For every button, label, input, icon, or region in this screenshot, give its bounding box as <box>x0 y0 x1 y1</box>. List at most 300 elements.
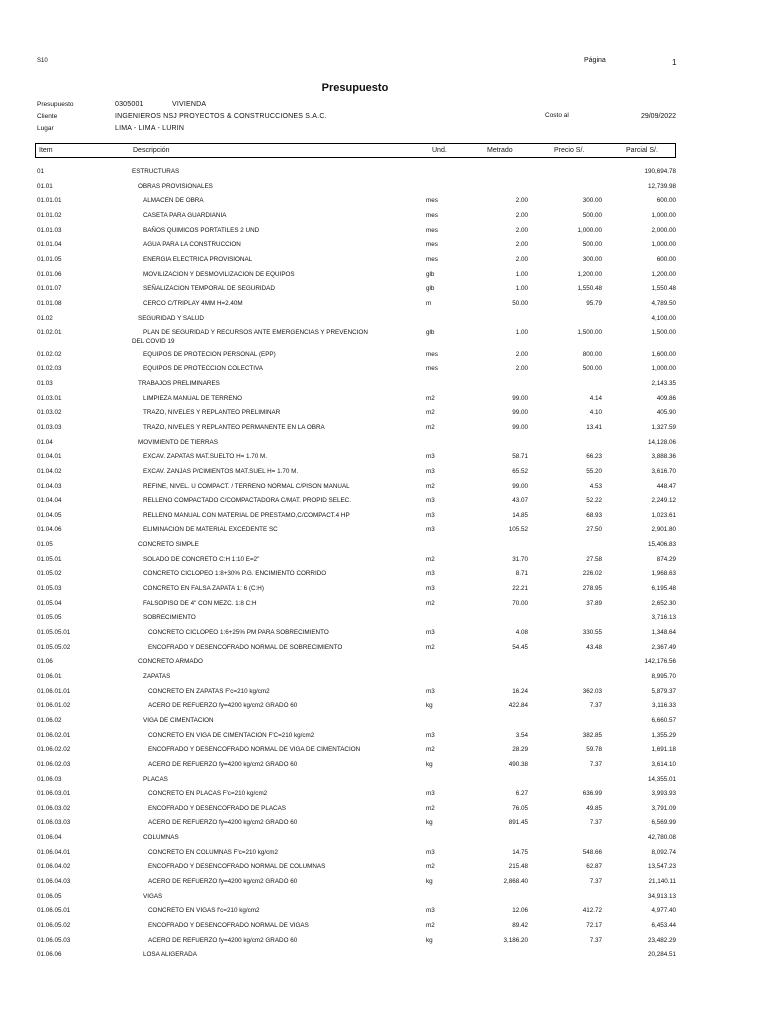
row-precio: 27.50 <box>586 526 602 534</box>
row-metrado: 43.07 <box>512 497 528 505</box>
row-item: 01.06.03.01 <box>37 790 71 798</box>
col-item: Item <box>39 147 53 154</box>
presupuesto-code: 0305001 <box>115 101 144 108</box>
row-item: 01.06.05.03 <box>37 936 71 944</box>
row-item: 01.02.01 <box>37 329 62 337</box>
row-metrado: 422.84 <box>508 702 528 710</box>
row-parcial: 1,600.00 <box>651 350 676 358</box>
row-description: TRAZO, NIVELES Y REPLANTEO PRELIMINAR <box>143 409 281 417</box>
row-metrado: 14.75 <box>512 848 528 856</box>
row-metrado: 1.00 <box>515 329 528 337</box>
row-parcial: 2,143.35 <box>651 379 676 387</box>
row-precio: 330.55 <box>582 629 602 636</box>
row-unit: kg <box>426 819 433 827</box>
row-description: ACERO DE REFUERZO fy=4200 kg/cm2 GRADO 60 <box>148 819 298 827</box>
row-description: ACERO DE REFUERZO fy=4200 kg/cm2 GRADO 60 <box>148 878 298 886</box>
row-precio: 7.37 <box>589 936 602 944</box>
row-precio: 800.00 <box>582 350 602 358</box>
row-parcial: 600.00 <box>656 255 676 263</box>
row-item: 01.04.06 <box>37 526 62 534</box>
row-parcial: 142,176.56 <box>644 658 676 666</box>
row-item: 01.06.02 <box>37 716 62 724</box>
row-item: 01.01.05 <box>37 255 62 263</box>
row-description: TRABAJOS PRELIMINARES <box>138 379 220 387</box>
row-metrado: 891.45 <box>508 819 528 827</box>
row-parcial: 874.29 <box>656 555 676 563</box>
col-metrado: Metrado <box>487 147 513 154</box>
row-item: 01.05.05 <box>37 614 62 622</box>
row-item: 01.06 <box>37 658 53 666</box>
row-parcial: 3,791.09 <box>651 804 676 812</box>
row-description: ZAPATAS <box>143 672 171 680</box>
row-metrado: 50.00 <box>512 299 528 307</box>
row-parcial: 14,355.01 <box>647 775 676 783</box>
cliente-label: Cliente <box>37 113 58 120</box>
row-item: 01.04.01 <box>37 453 62 461</box>
row-description: ACERO DE REFUERZO fy=4200 kg/cm2 GRADO 60 <box>148 702 298 710</box>
row-parcial: 1,500.00 <box>651 329 676 337</box>
column-header <box>35 143 676 158</box>
col-precio: Precio S/. <box>554 147 585 154</box>
row-description-cont: DEL COVID 19 <box>132 338 175 346</box>
row-unit: m2 <box>426 746 435 754</box>
row-parcial: 20,284.51 <box>647 951 676 959</box>
row-metrado: 99.00 <box>512 394 528 402</box>
row-item: 01.06.03 <box>37 775 62 783</box>
row-parcial: 14,128.06 <box>647 438 676 446</box>
row-item: 01.06.02.03 <box>37 760 71 768</box>
row-item: 01.02 <box>37 314 53 322</box>
row-parcial: 3,116.33 <box>651 702 676 710</box>
row-parcial: 3,614.10 <box>651 760 676 768</box>
row-item: 01.01.04 <box>37 241 62 249</box>
row-parcial: 1,200.00 <box>651 270 676 278</box>
row-parcial: 5,879.37 <box>651 687 676 695</box>
row-precio: 412.72 <box>582 907 602 915</box>
row-unit: m2 <box>426 804 435 812</box>
page-number: 1 <box>672 58 677 67</box>
row-metrado: 65.52 <box>512 467 528 475</box>
row-description: CERCO C/TRIPLAY 4MM H=2.40M <box>143 299 243 307</box>
row-unit: kg <box>426 760 433 768</box>
row-metrado: 2.00 <box>515 365 528 373</box>
row-metrado: 2.00 <box>515 197 528 205</box>
row-parcial: 1,327.59 <box>651 423 676 431</box>
row-metrado: 105.52 <box>508 526 528 534</box>
row-metrado: 2,868.40 <box>503 878 528 886</box>
row-description: EQUIPOS DE PROTECION PERSONAL (EPP) <box>143 350 276 358</box>
row-metrado: 31.70 <box>512 555 528 563</box>
row-parcial: 4,977.40 <box>651 907 676 915</box>
row-item: 01.05.05.01 <box>37 629 71 636</box>
row-description: SEÑALIZACION TEMPORAL DE SEGURIDAD <box>143 285 275 293</box>
row-unit: m3 <box>426 467 435 475</box>
row-item: 01.06.04.02 <box>37 863 71 871</box>
row-unit: glb <box>426 285 435 293</box>
page-label: Página <box>584 57 606 64</box>
row-parcial: 448.47 <box>656 482 676 490</box>
row-unit: kg <box>426 878 433 886</box>
row-parcial: 42,780.08 <box>647 834 676 842</box>
row-precio: 278.95 <box>582 585 602 593</box>
row-item: 01.06.01.01 <box>37 687 71 695</box>
row-item: 01.03.03 <box>37 423 62 431</box>
row-precio: 1,500.00 <box>577 329 602 337</box>
row-metrado: 99.00 <box>512 482 528 490</box>
row-item: 01.01.02 <box>37 211 62 219</box>
row-item: 01.01.07 <box>37 285 62 293</box>
row-precio: 7.37 <box>589 878 602 886</box>
row-metrado: 2.00 <box>515 241 528 249</box>
row-description: CONCRETO EN VIGA DE CIMENTACION F'C=210 kg/cm2 <box>148 731 315 739</box>
row-parcial: 2,367.49 <box>651 643 676 651</box>
row-parcial: 1,691.18 <box>651 746 676 754</box>
row-item: 01.06.01 <box>37 672 62 680</box>
row-precio: 27.58 <box>586 555 602 563</box>
row-description: COLUMNAS <box>143 834 179 842</box>
row-unit: m2 <box>426 423 435 431</box>
row-unit: m2 <box>426 599 435 607</box>
row-parcial: 2,901.80 <box>651 526 676 534</box>
row-description: CONCRETO EN COLUMNAS F'c=210 kg/cm2 <box>148 848 279 856</box>
row-metrado: 76.05 <box>512 804 528 812</box>
row-item: 01.06.04 <box>37 834 62 842</box>
cliente-value: INGENIEROS NSJ PROYECTOS & CONSTRUCCIONES S.A.C. <box>115 113 327 120</box>
costo-label: Costo al <box>545 112 569 119</box>
row-description: VIGAS <box>143 892 163 900</box>
row-unit: m3 <box>426 497 435 505</box>
row-description: SOLADO DE CONCRETO C:H 1:10 E=2" <box>143 555 260 563</box>
row-metrado: 215.48 <box>508 863 528 871</box>
row-precio: 636.99 <box>582 790 602 798</box>
row-description: ACERO DE REFUERZO fy=4200 kg/cm2 GRADO 60 <box>148 936 298 944</box>
row-unit: m3 <box>426 526 435 534</box>
row-parcial: 1,000.00 <box>651 241 676 249</box>
row-description: PLACAS <box>143 775 168 783</box>
row-unit: mes <box>426 211 438 219</box>
lugar-label: Lugar <box>37 125 54 132</box>
row-unit: mes <box>426 350 438 358</box>
row-parcial: 600.00 <box>656 197 676 205</box>
row-metrado: 2.00 <box>515 255 528 263</box>
row-parcial: 13,547.23 <box>647 863 676 871</box>
row-description: ACERO DE REFUERZO fy=4200 kg/cm2 GRADO 60 <box>148 760 298 768</box>
row-item: 01.01 <box>37 182 53 190</box>
row-item: 01.02.02 <box>37 350 62 358</box>
row-parcial: 21,140.11 <box>648 878 676 886</box>
row-parcial: 15,406.83 <box>647 541 676 549</box>
row-precio: 52.22 <box>586 497 602 505</box>
row-item: 01.06.05 <box>37 892 62 900</box>
row-parcial: 2,652.30 <box>651 599 676 607</box>
row-unit: m2 <box>426 922 435 929</box>
row-description: ESTRUCTURAS <box>132 168 180 175</box>
row-unit: m2 <box>426 409 435 417</box>
row-item: 01.04 <box>37 438 53 446</box>
row-precio: 4.53 <box>589 482 602 490</box>
row-metrado: 99.00 <box>512 423 528 431</box>
row-metrado: 6.27 <box>515 790 528 798</box>
row-item: 01.06.06 <box>37 951 62 959</box>
row-item: 01.06.05.02 <box>37 922 71 929</box>
row-unit: glb <box>426 270 435 278</box>
row-description: ENCOFRADO Y DESENCOFRADO NORMAL DE SOBRECIMIENTO <box>148 643 343 651</box>
row-precio: 300.00 <box>582 197 602 205</box>
row-parcial: 34,913.13 <box>647 892 676 900</box>
row-unit: m2 <box>426 394 435 402</box>
row-unit: mes <box>426 197 438 205</box>
row-parcial: 3,716.13 <box>651 614 676 622</box>
row-description: ALMACEN DE OBRA <box>143 197 204 205</box>
row-parcial: 1,348.64 <box>651 629 676 636</box>
presupuesto-label: Presupuesto <box>37 101 74 108</box>
row-precio: 382.85 <box>582 731 602 739</box>
row-unit: m2 <box>426 863 435 871</box>
row-description: MOVIMIENTO DE TIERRAS <box>138 438 218 446</box>
row-item: 01.06.01.02 <box>37 702 71 710</box>
row-parcial: 3,616.70 <box>651 467 676 475</box>
row-item: 01.06.03.03 <box>37 819 71 827</box>
row-item: 01.01.03 <box>37 226 62 234</box>
row-metrado: 2.00 <box>515 226 528 234</box>
row-metrado: 12.06 <box>512 907 528 915</box>
row-description: ENCOFRADO Y DESENCOFRADO NORMAL DE COLUMNAS <box>148 863 326 871</box>
row-unit: glb <box>426 329 435 337</box>
row-metrado: 8.71 <box>515 570 528 578</box>
col-und: Und. <box>432 147 447 154</box>
row-description: ENCOFRADO Y DESENCOFRADO DE PLACAS <box>148 804 286 812</box>
row-precio: 49.85 <box>586 804 602 812</box>
row-parcial: 4,100.00 <box>651 314 676 322</box>
row-metrado: 54.45 <box>512 643 528 651</box>
row-item: 01.02.03 <box>37 365 62 373</box>
row-precio: 7.37 <box>589 702 602 710</box>
row-item: 01.04.03 <box>37 482 62 490</box>
row-item: 01.05.01 <box>37 555 62 563</box>
row-description: RELLENO MANUAL CON MATERIAL DE PRESTAMO,C/COMPACT.4 HP <box>143 511 350 519</box>
row-description: ENERGIA ELECTRICA PROVISIONAL <box>143 255 253 263</box>
row-description: PLAN DE SEGURIDAD Y RECURSOS ANTE EMERGENCIAS Y PREVENCION <box>143 329 368 337</box>
row-metrado: 490.38 <box>508 760 528 768</box>
row-item: 01.06.04.03 <box>37 878 71 886</box>
row-precio: 362.03 <box>582 687 602 695</box>
row-description: CONCRETO EN VIGAS f'c=210 kg/cm2 <box>148 907 260 915</box>
row-precio: 1,200.00 <box>577 270 602 278</box>
row-item: 01.01.06 <box>37 270 62 278</box>
document-title: Presupuesto <box>321 82 389 94</box>
row-parcial: 1,550.48 <box>651 285 676 293</box>
row-unit: m3 <box>426 848 435 856</box>
row-item: 01.05.02 <box>37 570 62 578</box>
row-precio: 59.78 <box>586 746 602 754</box>
row-description: CONCRETO SIMPLE <box>138 541 199 549</box>
row-item: 01.06.02.02 <box>37 746 71 754</box>
row-precio: 500.00 <box>582 211 602 219</box>
row-parcial: 1,968.63 <box>651 570 676 578</box>
row-metrado: 3.54 <box>515 731 528 739</box>
row-parcial: 405.90 <box>656 409 676 417</box>
row-unit: kg <box>426 936 433 944</box>
row-precio: 7.37 <box>589 819 602 827</box>
row-precio: 1,550.48 <box>577 285 602 293</box>
row-metrado: 3,186.20 <box>503 936 528 944</box>
row-parcial: 8,092.74 <box>651 848 676 856</box>
row-parcial: 1,023.61 <box>651 511 676 519</box>
row-item: 01.01.08 <box>37 299 62 307</box>
costo-date: 29/09/2022 <box>640 113 676 120</box>
row-description: SOBRECIMIENTO <box>143 614 196 622</box>
row-item: 01.06.04.01 <box>37 848 71 856</box>
row-description: OBRAS PROVISIONALES <box>138 182 213 190</box>
row-parcial: 409.86 <box>656 394 676 402</box>
row-parcial: 1,355.29 <box>651 731 676 739</box>
row-precio: 548.66 <box>582 848 602 856</box>
row-unit: kg <box>426 702 433 710</box>
row-unit: m3 <box>426 585 435 593</box>
row-unit: m3 <box>426 453 435 461</box>
row-parcial: 4,789.50 <box>651 299 676 307</box>
row-unit: mes <box>426 241 438 249</box>
col-descripcion: Descripción <box>133 147 170 154</box>
row-item: 01.03.02 <box>37 409 62 417</box>
row-unit: m2 <box>426 482 435 490</box>
row-metrado: 2.00 <box>515 211 528 219</box>
row-parcial: 6,453.44 <box>651 922 676 929</box>
row-metrado: 58.71 <box>512 453 528 461</box>
row-unit: mes <box>426 226 438 234</box>
row-unit: m3 <box>426 687 435 695</box>
row-parcial: 12,739.98 <box>647 182 676 190</box>
row-precio: 4.14 <box>589 394 602 402</box>
row-description: FALSOPISO DE 4" CON MEZC. 1:8 C:H <box>143 599 257 607</box>
row-description: CONCRETO CICLOPEO 1:6+25% PM PARA SOBRECIMIENTO <box>148 629 329 636</box>
row-item: 01.06.02.01 <box>37 731 71 739</box>
row-description: SEGURIDAD Y SALUD <box>138 314 204 322</box>
row-parcial: 2,000.00 <box>651 226 676 234</box>
row-description: CONCRETO ARMADO <box>138 658 203 666</box>
row-metrado: 16.24 <box>512 687 528 695</box>
row-unit: m3 <box>426 790 435 798</box>
row-metrado: 89.42 <box>512 922 528 929</box>
row-description: CONCRETO EN ZAPATAS F'c=210 kg/cm2 <box>148 687 270 695</box>
row-metrado: 4.08 <box>515 629 528 636</box>
row-description: RELLENO COMPACTADO C/COMPACTADORA C/MAT. PROPID SELEC. <box>143 497 351 505</box>
row-parcial: 8,995.70 <box>651 672 676 680</box>
row-precio: 1,000.00 <box>577 226 602 234</box>
row-metrado: 99.00 <box>512 409 528 417</box>
row-precio: 13.41 <box>586 423 602 431</box>
row-unit: m <box>426 299 432 307</box>
row-unit: m3 <box>426 907 435 915</box>
row-metrado: 70.00 <box>512 599 528 607</box>
row-item: 01.05 <box>37 541 53 549</box>
row-item: 01.03 <box>37 379 53 387</box>
row-description: BAÑOS QUIMICOS PORTATILES 2 UND <box>143 226 260 234</box>
row-unit: m3 <box>426 629 435 636</box>
row-description: LOSA ALIGERADA <box>143 951 197 959</box>
row-description: MOVILIZACION Y DESMOVILIZACION DE EQUIPOS <box>143 270 295 278</box>
row-item: 01.05.05.02 <box>37 643 71 651</box>
row-parcial: 6,660.57 <box>651 716 676 724</box>
row-precio: 7.37 <box>589 760 602 768</box>
row-description: ENCOFRADO Y DESENCOFRADO NORMAL DE VIGA DE CIMENTACION <box>148 746 361 754</box>
row-item: 01.05.03 <box>37 585 62 593</box>
row-parcial: 6,195.48 <box>651 585 676 593</box>
row-description: TRAZO, NIVELES Y REPLANTEO PERMANENTE EN LA OBRA <box>143 423 325 431</box>
row-item: 01.04.02 <box>37 467 62 475</box>
row-parcial: 1,000.00 <box>651 365 676 373</box>
row-description: AGUA PARA LA CONSTRUCCION <box>143 241 241 249</box>
row-parcial: 2,249.12 <box>651 497 676 505</box>
row-description: EQUIPOS DE PROTECCION COLECTIVA <box>143 365 263 373</box>
row-description: CONCRETO EN FALSA ZAPATA 1: 6 (C:H) <box>143 585 264 593</box>
row-parcial: 1,000.00 <box>651 211 676 219</box>
row-item: 01 <box>37 168 45 175</box>
row-unit: m2 <box>426 555 435 563</box>
row-unit: m3 <box>426 731 435 739</box>
row-metrado: 1.00 <box>515 270 528 278</box>
row-unit: m2 <box>426 643 435 651</box>
col-parcial: Parcial S/. <box>626 147 658 154</box>
row-parcial: 23,482.29 <box>647 936 676 944</box>
row-unit: m3 <box>426 570 435 578</box>
software-tag: S10 <box>37 58 48 64</box>
row-description: REFINE, NIVEL. U COMPACT. / TERRENO NORMAL C/PISON MANUAL <box>143 482 350 490</box>
row-precio: 37.89 <box>586 599 602 607</box>
row-metrado: 28.29 <box>512 746 528 754</box>
row-description: EXCAV. ZANJAS P/CIMIENTOS MAT.SUEL H= 1.70 M. <box>143 467 299 475</box>
row-description: CONCRETO CICLOPEO 1:8+30% P.G. ENCIMIENTO CORRIDO <box>143 570 327 578</box>
row-description: CONCRETO EN PLACAS F'c=210 kg/cm2 <box>148 790 268 798</box>
row-item: 01.01.01 <box>37 197 62 205</box>
row-unit: mes <box>426 255 438 263</box>
row-item: 01.04.05 <box>37 511 62 519</box>
row-description: ENCOFRADO Y DESENCOFRADO NORMAL DE VIGAS <box>148 922 309 929</box>
row-parcial: 3,888.36 <box>651 453 676 461</box>
row-description: VIGA DE CIMENTACION <box>143 716 214 724</box>
row-precio: 500.00 <box>582 365 602 373</box>
row-metrado: 14.85 <box>512 511 528 519</box>
row-description: ELIMINACION DE MATERIAL EXCEDENTE SC <box>143 526 278 534</box>
row-parcial: 190,694.78 <box>644 168 676 175</box>
row-precio: 4.10 <box>589 409 602 417</box>
row-item: 01.06.03.02 <box>37 804 71 812</box>
row-unit: mes <box>426 365 438 373</box>
row-description: CASETA PARA GUARDIANIA <box>143 211 227 219</box>
row-metrado: 22.21 <box>512 585 528 593</box>
row-precio: 68.93 <box>586 511 602 519</box>
lugar-value: LIMA - LIMA - LURIN <box>115 125 185 132</box>
row-metrado: 2.00 <box>515 350 528 358</box>
row-precio: 500.00 <box>582 241 602 249</box>
row-precio: 43.48 <box>586 643 602 651</box>
row-item: 01.03.01 <box>37 394 62 402</box>
row-metrado: 1.00 <box>515 285 528 293</box>
row-unit: m3 <box>426 511 435 519</box>
row-precio: 62.87 <box>586 863 602 871</box>
row-precio: 72.17 <box>586 922 602 929</box>
row-description: EXCAV. ZAPATAS MAT.SUELTO H= 1.70 M. <box>143 453 268 461</box>
row-parcial: 3,993.93 <box>651 790 676 798</box>
row-precio: 55.20 <box>586 467 602 475</box>
row-precio: 300.00 <box>582 255 602 263</box>
row-precio: 95.79 <box>586 299 602 307</box>
row-description: LIMPIEZA MANUAL DE TERRENO <box>143 394 243 402</box>
row-item: 01.05.04 <box>37 599 62 607</box>
presupuesto-name: VIVIENDA <box>172 101 207 108</box>
row-precio: 226.02 <box>582 570 602 578</box>
row-item: 01.04.04 <box>37 497 62 505</box>
